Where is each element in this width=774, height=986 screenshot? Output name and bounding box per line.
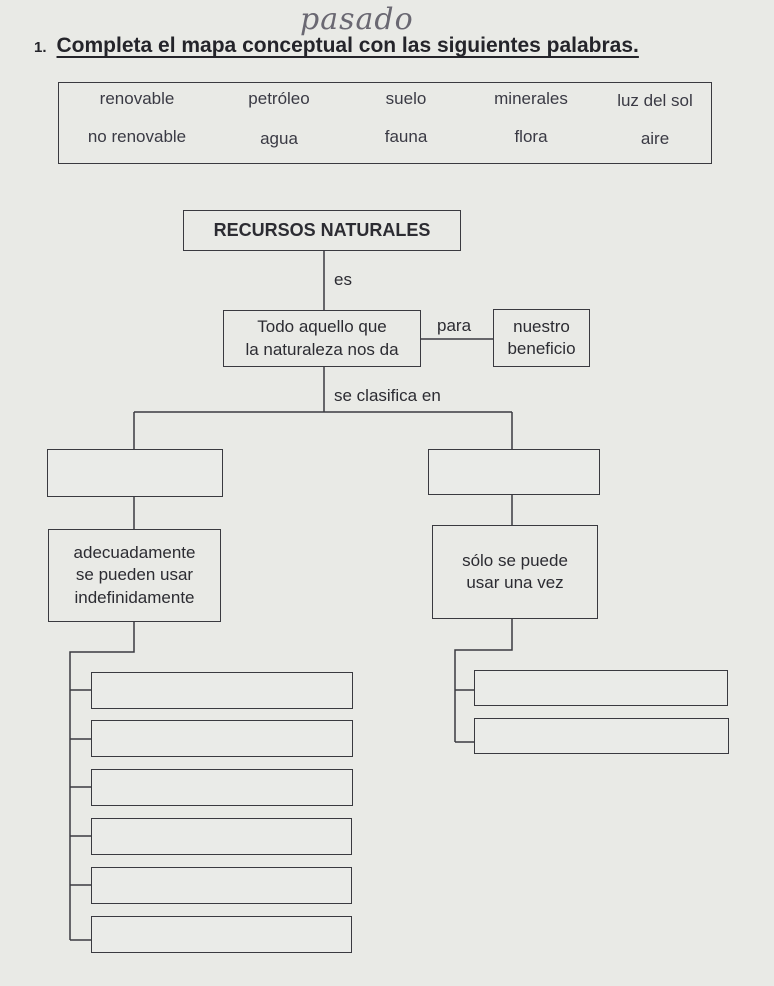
- blank-nonrenewable-example[interactable]: [474, 718, 729, 754]
- benefit-node: [493, 309, 590, 367]
- link-label-clasifica: se clasifica en: [334, 386, 441, 405]
- blank-nonrenewable-example[interactable]: [474, 670, 728, 706]
- definition-line: la naturaleza nos da: [245, 339, 399, 359]
- definition-node: [223, 310, 421, 367]
- word-bank-item: renovable: [99, 89, 175, 108]
- description-line: se pueden usar: [75, 565, 194, 585]
- blank-renewable-example[interactable]: [91, 769, 353, 806]
- word-bank-item: petróleo: [248, 89, 310, 108]
- blank-renewable-example[interactable]: [91, 867, 352, 904]
- word-bank-item: luz del sol: [617, 91, 693, 110]
- blank-renewable-example[interactable]: [91, 916, 352, 953]
- description-line: sólo se puede: [462, 550, 568, 570]
- blank-category-right[interactable]: [428, 449, 600, 495]
- blank-renewable-example[interactable]: [91, 720, 353, 757]
- word-bank-item: no renovable: [87, 127, 187, 146]
- definition-line: Todo aquello que: [257, 317, 387, 337]
- right-description-node: [432, 525, 598, 619]
- blank-renewable-example[interactable]: [91, 818, 352, 855]
- word-bank-item: aire: [640, 129, 670, 148]
- word-bank-item: fauna: [384, 127, 428, 146]
- word-bank-item: minerales: [494, 89, 568, 108]
- word-bank-item: flora: [514, 127, 548, 146]
- left-description-node: [48, 529, 221, 622]
- root-node: [183, 210, 461, 251]
- handwritten-note: pasado: [300, 2, 414, 37]
- word-bank-item: agua: [260, 129, 298, 148]
- root-label: RECURSOS NATURALES: [213, 219, 431, 240]
- exercise-number: 1.: [34, 39, 47, 56]
- exercise-instruction: Completa el mapa conceptual con las siguientes palabras.: [56, 34, 639, 57]
- description-line: usar una vez: [466, 573, 564, 592]
- link-label-es: es: [334, 270, 352, 289]
- word-bank-item: suelo: [385, 89, 427, 108]
- description-line: indefinidamente: [74, 587, 195, 607]
- blank-category-left[interactable]: [47, 449, 223, 497]
- description-line: adecuadamente: [73, 543, 196, 563]
- benefit-line: nuestro: [513, 316, 570, 336]
- benefit-line: beneficio: [507, 339, 576, 358]
- blank-renewable-example[interactable]: [91, 672, 353, 709]
- link-label-para: para: [437, 316, 472, 335]
